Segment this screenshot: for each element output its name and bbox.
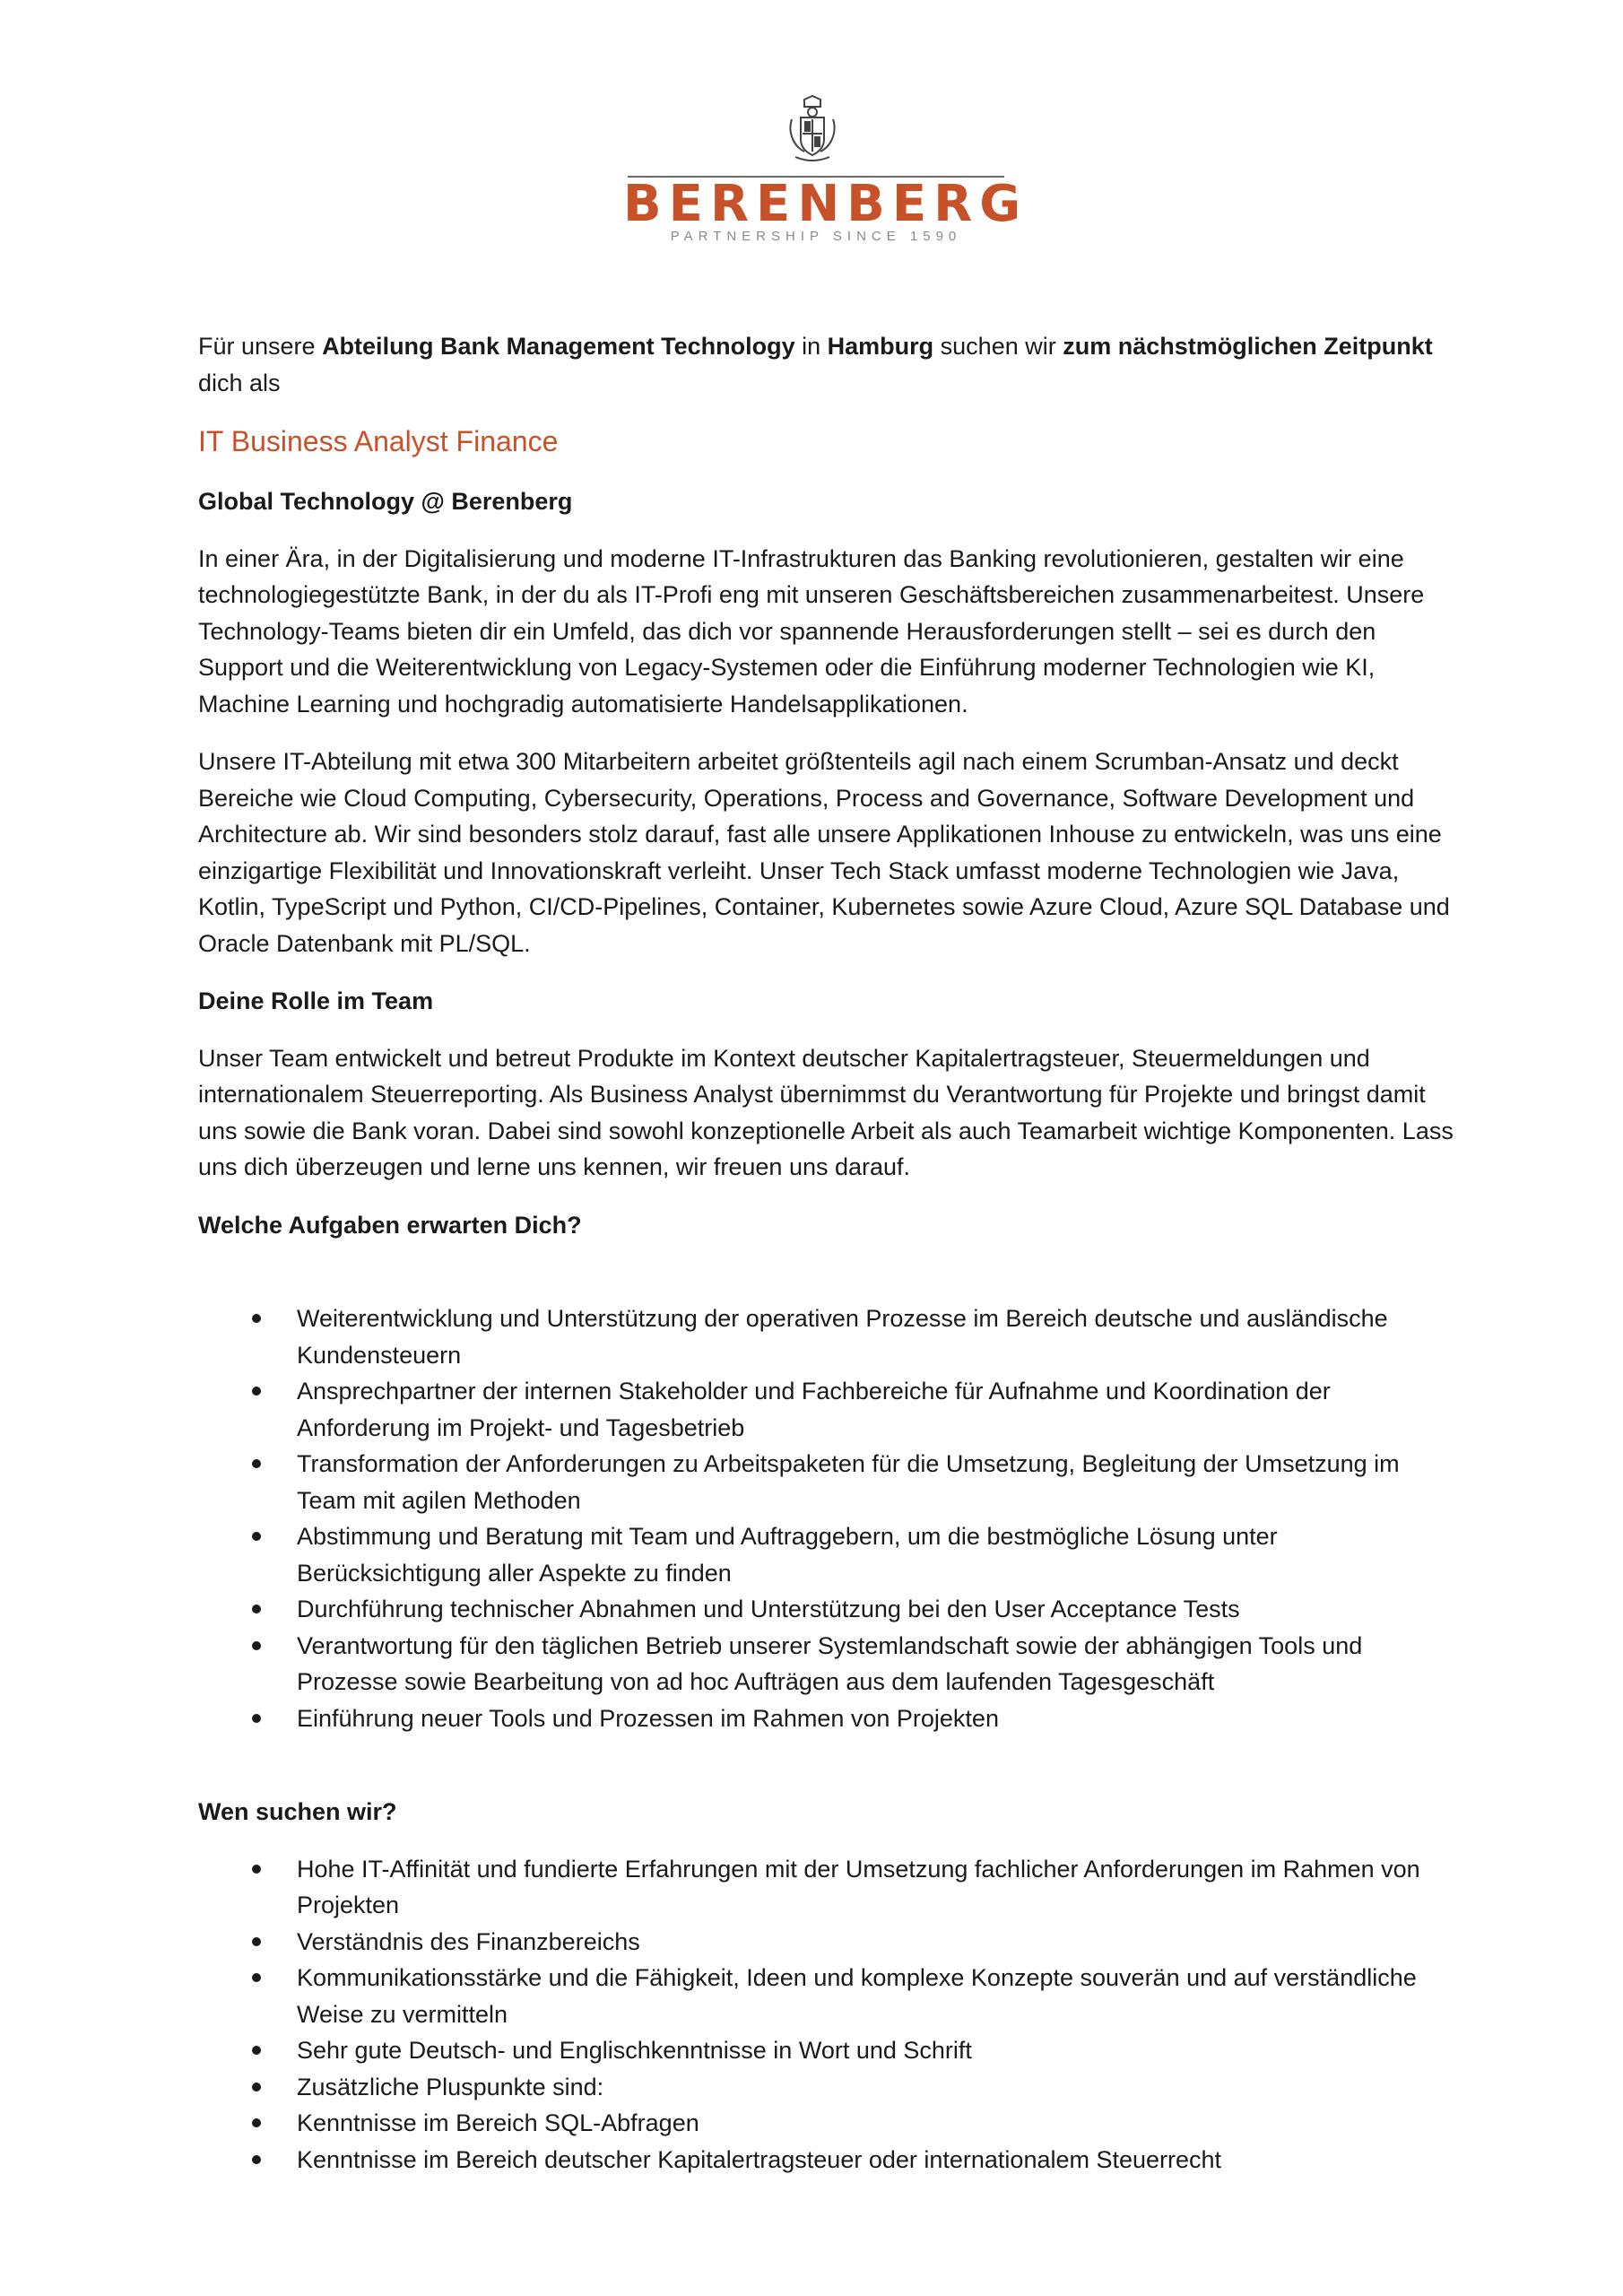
list-item: Hohe IT-Affinität und fundierte Erfahrungen mit der Umsetzung fachlicher Anforderungen im Rahmen von Projekten <box>198 1851 1454 1924</box>
paragraph-role: Unser Team entwickelt und betreut Produkte im Kontext deutscher Kapitalertragsteuer, Steuermeldungen und internationalem Steuerreporting. Als Business Analyst übernimmst du Verantwortung für Projekte und bringst damit uns sowie die Bank voran. Dabei sind sowohl konzeptionelle Arbeit als auch Teamarbeit wichtige Komponenten. Lass uns dich überzeugen und lerne uns kennen, wir freuen uns darauf. <box>198 1044 1454 1180</box>
job-title: IT Business Analyst Finance <box>198 425 559 457</box>
paragraph-it-department: Unsere IT-Abteilung mit etwa 300 Mitarbeitern arbeitet größtenteils agil nach einem Scrumban-Ansatz und deckt Bereiche wie Cloud Computing, Cybersecurity, Operations, Process and Governance, Software Development und Architecture ab. Wir sind besonders stolz darauf, fast alle unsere Applikationen Inhouse zu entwickeln, was uns eine einzigartige Flexibilität und Innovationskraft verleiht. Unser Tech Stack umfasst moderne Technologien wie Java, Kotlin, TypeScript und Python, CI/CD-Pipelines, Container, Kubernetes sowie Azure Cloud, Azure SQL Database und Oracle Datenbank mit PL/SQL. <box>198 748 1450 957</box>
intro-text: Für unsere Abteilung Bank Management Technology in Hamburg suchen wir zum nächstmöglichen Zeitpunkt dich als <box>198 333 1433 396</box>
list-item: Kenntnisse im Bereich deutscher Kapitalertragsteuer oder internationalem Steuerrecht <box>198 2142 1454 2179</box>
logo-tagline: PARTNERSHIP SINCE 1590 <box>670 229 962 244</box>
list-item: Transformation der Anforderungen zu Arbeitspaketen für die Umsetzung, Begleitung der Umsetzung im Team mit agilen Methoden <box>198 1446 1454 1518</box>
paragraph-digitalisation: In einer Ära, in der Digitalisierung und moderne IT-Infrastrukturen das Banking revolutionieren, gestalten wir eine technologiegestützte Bank, in der du als IT-Profi eng mit unseren Geschäftsbereichen zusammenarbeitest. Unsere Technology-Teams bieten dir ein Umfeld, das dich vor spannende Herausforderungen stellt – sei es durch den Support und die Weiterentwicklung von Legacy-Systemen oder die Einführung moderner Technologien wie KI, Machine Learning und hochgradig automatisierte Handelsapplikationen. <box>198 544 1425 718</box>
company-logo <box>0 94 1623 247</box>
list-item: Weiterentwicklung und Unterstützung der operativen Prozesse im Bereich deutsche und ausländische Kundensteuern <box>198 1300 1454 1373</box>
list-item: Zusätzliche Pluspunkte sind: <box>198 2069 1454 2106</box>
section-heading-global-technology: Global Technology @ Berenberg <box>198 488 573 515</box>
list-item: Verantwortung für den täglichen Betrieb unserer Systemlandschaft sowie der abhängigen Tools und Prozesse sowie Bearbeitung von ad hoc Aufträgen aus dem laufenden Tagesgeschäft <box>198 1628 1454 1700</box>
list-item: Sehr gute Deutsch- und Englischkenntnisse in Wort und Schrift <box>198 2032 1454 2069</box>
section-heading-profile: Wen suchen wir? <box>198 1798 397 1825</box>
list-item: Ansprechpartner der internen Stakeholder und Fachbereiche für Aufnahme und Koordination der Anforderung im Projekt- und Tagesbetrieb <box>198 1373 1454 1446</box>
section-heading-tasks: Welche Aufgaben erwarten Dich? <box>198 1211 582 1239</box>
section-heading-role: Deine Rolle im Team <box>198 987 434 1014</box>
coat-of-arms-icon <box>785 94 840 164</box>
list-item: Einführung neuer Tools und Prozessen im Rahmen von Projekten <box>198 1700 1454 1737</box>
list-item: Kommunikationsstärke und die Fähigkeit, Ideen und komplexe Konzepte souverän und auf verständliche Weise zu vermitteln <box>198 1960 1454 2032</box>
list-item: Kenntnisse im Bereich SQL-Abfragen <box>198 2105 1454 2142</box>
profile-list <box>198 1851 1454 2179</box>
tasks-list <box>198 1300 1454 1736</box>
list-item: Durchführung technischer Abnahmen und Unterstützung bei den User Acceptance Tests <box>198 1591 1454 1628</box>
job-posting-body <box>198 328 1454 2178</box>
logo-wordmark: BERENBERG <box>623 175 1028 233</box>
list-item: Verständnis des Finanzbereichs <box>198 1924 1454 1961</box>
list-item: Abstimmung und Beratung mit Team und Auftraggebern, um die bestmögliche Lösung unter Berücksichtigung aller Aspekte zu finden <box>198 1518 1454 1591</box>
